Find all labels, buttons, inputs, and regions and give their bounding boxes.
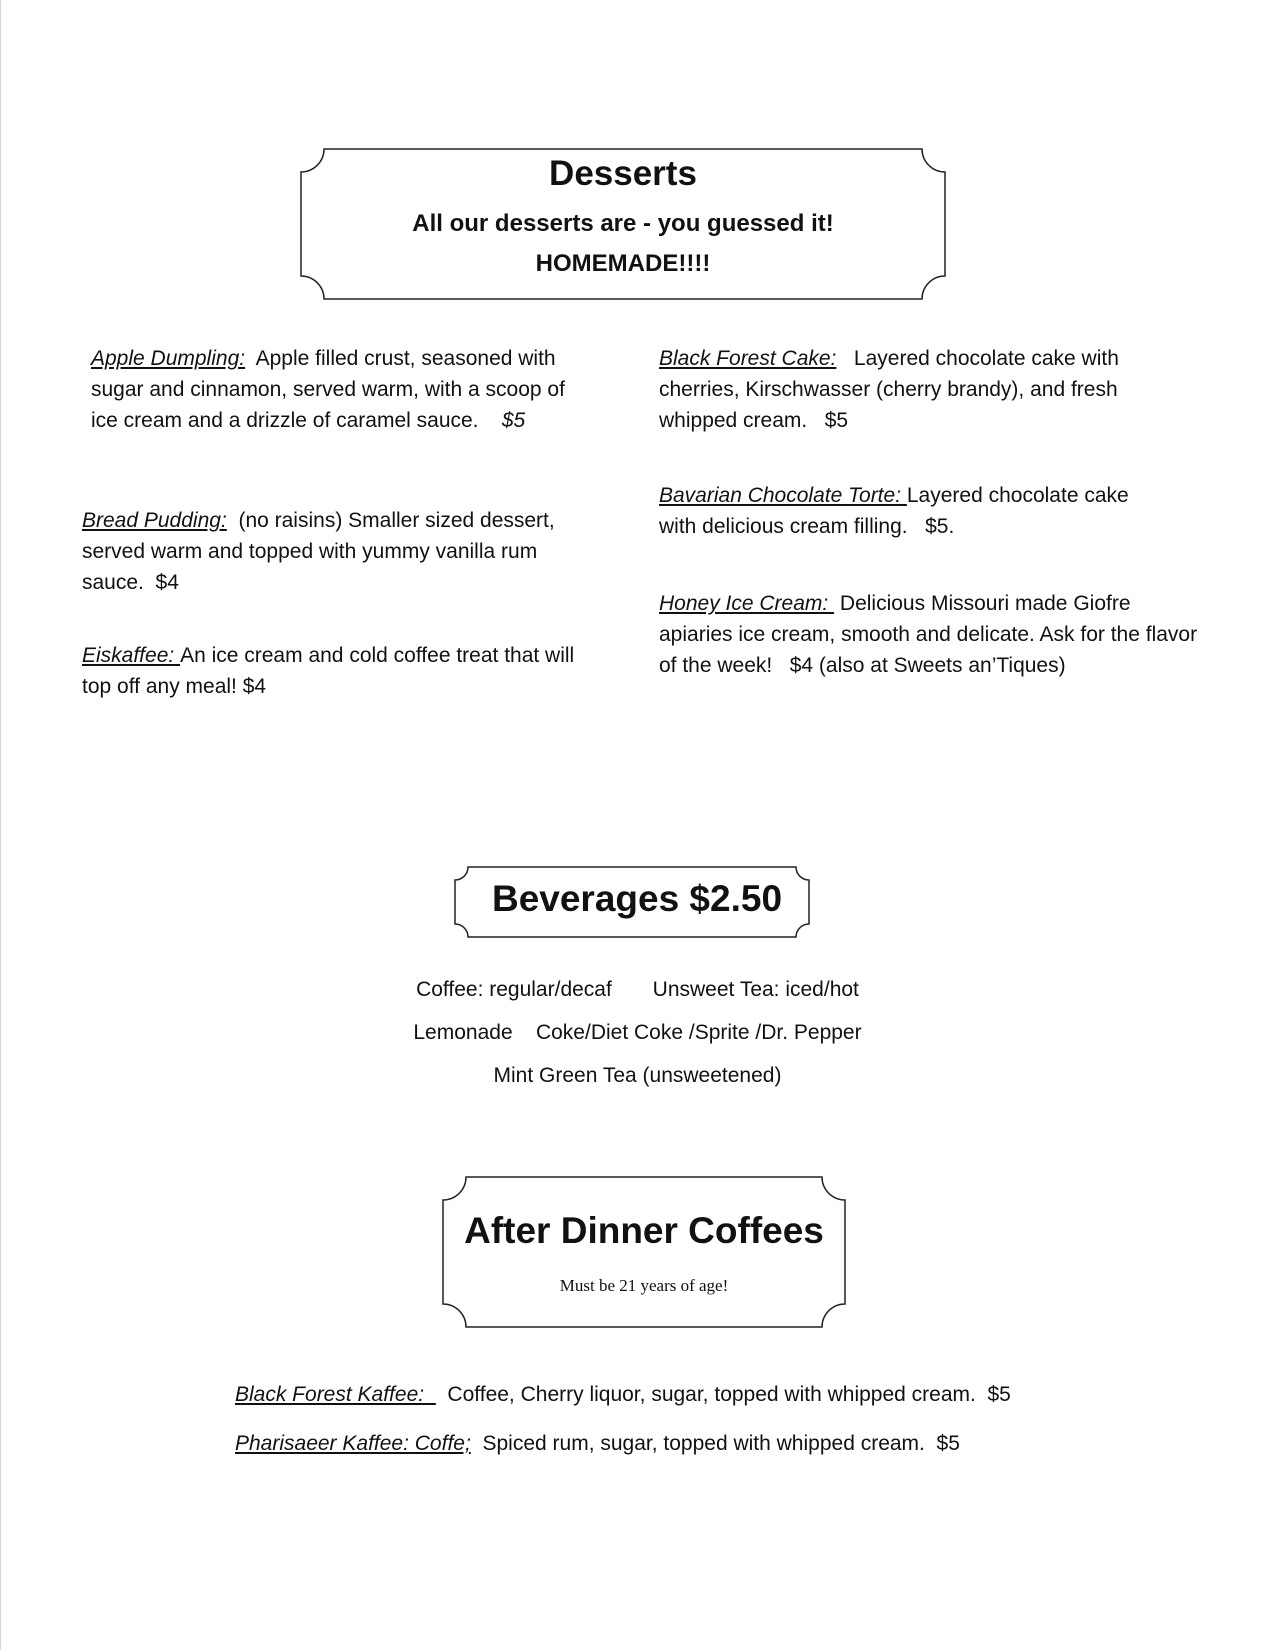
dessert-description: Layered chocolate cake with cherries, Kirschwasser (cherry brandy), and fresh whipped cream. $5 (659, 347, 1125, 432)
page-edge (0, 0, 1, 1650)
beverages-line-2: Lemonade Coke/Diet Coke /Sprite /Dr. Pepper (413, 1021, 862, 1044)
dessert-description: Layered chocolate cake with delicious cream filling. $5. (659, 484, 1135, 538)
dessert-name: Apple Dumpling: (91, 347, 246, 370)
dessert-name: Bavarian Chocolate Torte: (659, 484, 907, 507)
beverages-title: Beverages $2.50 (491, 878, 783, 919)
dessert-bread-pudding (82, 505, 602, 598)
after-dinner-title: After Dinner Coffees (464, 1210, 824, 1251)
dessert-price: $5 (501, 409, 526, 432)
dessert-name: Honey Ice Cream: (659, 592, 835, 615)
after-dinner-header-frame (442, 1176, 846, 1328)
beverages-header-frame (454, 866, 810, 938)
coffee-name: Black Forest Kaffee: (235, 1383, 436, 1406)
dessert-bavarian-torte (659, 480, 1169, 542)
dessert-apple-dumpling (91, 343, 591, 436)
desserts-subtitle: All our desserts are - you guessed it! (412, 210, 834, 237)
coffee-name: Pharisaeer Kaffee: Coffe; (235, 1432, 471, 1455)
age-notice: Must be 21 years of age! (559, 1276, 729, 1295)
desserts-header-frame (300, 148, 946, 300)
coffee-description: Coffee, Cherry liquor, sugar, topped with whipped cream. $5 (435, 1383, 1011, 1406)
dessert-black-forest-cake (659, 343, 1169, 436)
dessert-name: Black Forest Cake: (659, 347, 837, 370)
beverages-line-3: Mint Green Tea (unsweetened) (493, 1064, 782, 1087)
coffee-pharisaeer-kaffee (235, 1429, 960, 1459)
coffee-description: Spiced rum, sugar, topped with whipped cream. $5 (470, 1432, 960, 1455)
dessert-name: Eiskaffee: (82, 644, 181, 667)
dessert-name: Bread Pudding: (82, 509, 227, 532)
desserts-title: Desserts (549, 154, 697, 193)
dessert-honey-ice-cream (659, 588, 1209, 681)
coffee-black-forest-kaffee (235, 1380, 1011, 1410)
dessert-description: Apple filled crust, seasoned with sugar and cinnamon, served warm, with a scoop of ice cream and a drizzle of caramel sauce. (91, 347, 571, 432)
desserts-homemade: HOMEMADE!!!! (535, 250, 711, 277)
dessert-description: (no raisins) Smaller sized dessert, served warm and topped with yummy vanilla rum sauce. $4 (82, 509, 561, 594)
dessert-description: An ice cream and cold coffee treat that will top off any meal! $4 (82, 644, 575, 698)
beverages-line-1: Coffee: regular/decaf Unsweet Tea: iced/hot (416, 978, 859, 1001)
dessert-eiskaffee (82, 640, 602, 702)
dessert-description: Delicious Missouri made Giofre apiaries ice cream, smooth and delicate. Ask for the flavor of the week! $4 (also at Sweets an’Tiques) (659, 592, 1203, 677)
